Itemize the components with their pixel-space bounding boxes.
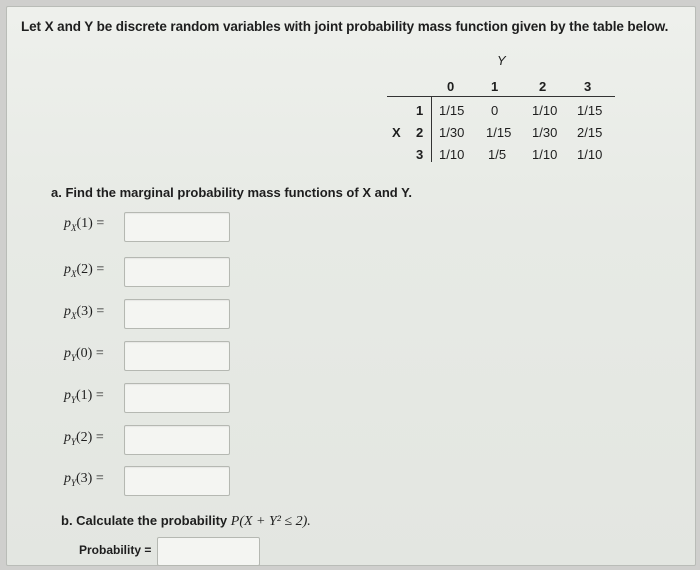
marginal-label: $p_Y(2)$ = bbox=[64, 430, 104, 447]
table-col-head: 2 bbox=[539, 79, 547, 94]
table-cell: 1/5 bbox=[488, 147, 507, 162]
marginal-label: $p_X(1)$ = bbox=[64, 216, 105, 233]
question-panel bbox=[6, 6, 696, 566]
marginal-label: $p_X(2)$ = bbox=[64, 262, 105, 279]
probability-answer-field[interactable] bbox=[157, 537, 260, 566]
table-cell: 1/15 bbox=[486, 125, 512, 140]
px3-answer-field[interactable] bbox=[124, 299, 230, 329]
problem-statement: Let X and Y be discrete random variables with joint probability mass function given by the table below. bbox=[21, 19, 669, 34]
marginal-label: $p_Y(0)$ = bbox=[64, 346, 104, 363]
table-row-label: 2 bbox=[416, 125, 424, 140]
px1-answer-field[interactable] bbox=[124, 212, 230, 242]
table-cell: 1/15 bbox=[439, 103, 465, 118]
table-x-label: X bbox=[392, 125, 401, 140]
marginal-label: $p_Y(1)$ = bbox=[64, 388, 104, 405]
table-cell: 1/10 bbox=[577, 147, 603, 162]
py1-answer-field[interactable] bbox=[124, 383, 230, 413]
table-cell: 1/10 bbox=[532, 147, 558, 162]
py2-answer-field[interactable] bbox=[124, 425, 230, 455]
table-cell: 2/15 bbox=[577, 125, 603, 140]
marginal-label: $p_Y(3)$ = bbox=[64, 471, 104, 488]
table-cell: 0 bbox=[491, 103, 499, 118]
table-row-label: 3 bbox=[416, 147, 424, 162]
table-y-label: Y bbox=[497, 53, 506, 68]
marginal-label: $p_X(3)$ = bbox=[64, 304, 105, 321]
table-col-head: 1 bbox=[491, 79, 499, 94]
px2-answer-field[interactable] bbox=[124, 257, 230, 287]
table-cell: 1/10 bbox=[439, 147, 465, 162]
probability-label: Probability = bbox=[79, 543, 152, 557]
py3-answer-field[interactable] bbox=[124, 466, 230, 496]
table-cell: 1/15 bbox=[577, 103, 603, 118]
table-row-rule bbox=[431, 96, 432, 162]
table-row-label: 1 bbox=[416, 103, 424, 118]
part-b-heading: b. Calculate the probability P(X + Y² ≤ 2). bbox=[61, 513, 311, 529]
part-a-heading: a. Find the marginal probability mass functions of X and Y. bbox=[51, 185, 412, 200]
table-cell: 1/30 bbox=[439, 125, 465, 140]
table-header-rule bbox=[387, 96, 615, 97]
table-cell: 1/30 bbox=[532, 125, 558, 140]
py0-answer-field[interactable] bbox=[124, 341, 230, 371]
table-col-head: 3 bbox=[584, 79, 592, 94]
table-col-head: 0 bbox=[447, 79, 455, 94]
table-cell: 1/10 bbox=[532, 103, 558, 118]
